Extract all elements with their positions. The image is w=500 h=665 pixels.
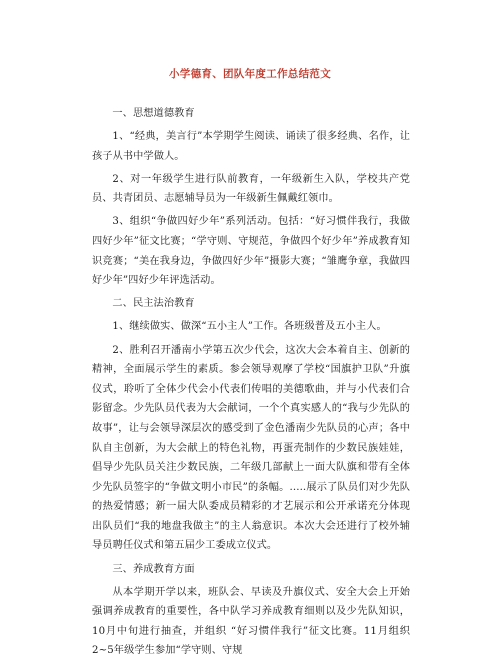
paragraph: 3、组织“争做四好少年”系列活动。包括：“好习惯伴我行，我做四好少年”征文比赛；“学守则、守规范，争做四个好少年”养成教育知识竞赛；“美在我身边，争做四好少年”摄影大赛；“雏鹰争章，我做四好少年”四好少年评选活动。	[92, 216, 410, 287]
document-title: 小学德育、团队年度工作总结范文	[169, 68, 331, 80]
paragraph: 1、“经典，美言行”本学期学生阅读、诵读了很多经典、名作，让孩子从书中学做人。	[92, 131, 410, 162]
section-heading: 三、养成教育方面	[112, 563, 195, 575]
paragraph: 从本学期开学以来，班队会、早读及升旗仪式、安全大会上开始强调养成教育的重要性，各中队学习养成教育细则以及少先队知识，10月中旬进行抽查，并组织 “好习惯伴我行”征文比赛。11月组织2~5年级学生参加“学守则、守规	[92, 586, 410, 657]
paragraph: 2、对一年级学生进行队前教育，一年级新生入队，学校共产党员、共青团员、志愿辅导员为一年级新生佩戴红领巾。	[92, 173, 410, 205]
section-heading: 一、思想道德教育	[112, 108, 195, 119]
paragraph: 1、继续做实、做深“五小主人”工作。各班级普及五小主人。	[112, 321, 387, 333]
section-heading: 二、民主法治教育	[112, 298, 195, 310]
paragraph: 2、胜利召开潘南小学第五次少代会，这次大会本着自主、创新的精神，全面展示学生的素质。参会领导观摩了学校“国旗护卫队”升旗仪式，聆听了全体少代会小代表们传唱的美德歌曲，并与小代表们合影留念。少先队员代表为大会献词，一个个真实感人的“我与少先队的故事”，让与会领导深层次的感受到了金色潘南少先队员的心声；各中队自主创新，为大会献上的特色礼物，再蛋壳制作的少数民族娃娃，倡导少先队员关注少数民族，二年级几部献上一面大队旗和带有全体少先队员签字的“争做文明小市民”的条幅。.....展示了队员们对少先队的热爱情感；新一届大队委成员精彩的才艺展示和公开承诺充分体现出队员们“我的地盘我做主”的主人翁意识。本次大会还进行了校外辅导员聘任仪式和第五届少工委成立仪式。	[92, 344, 410, 552]
document-body	[92, 104, 410, 665]
